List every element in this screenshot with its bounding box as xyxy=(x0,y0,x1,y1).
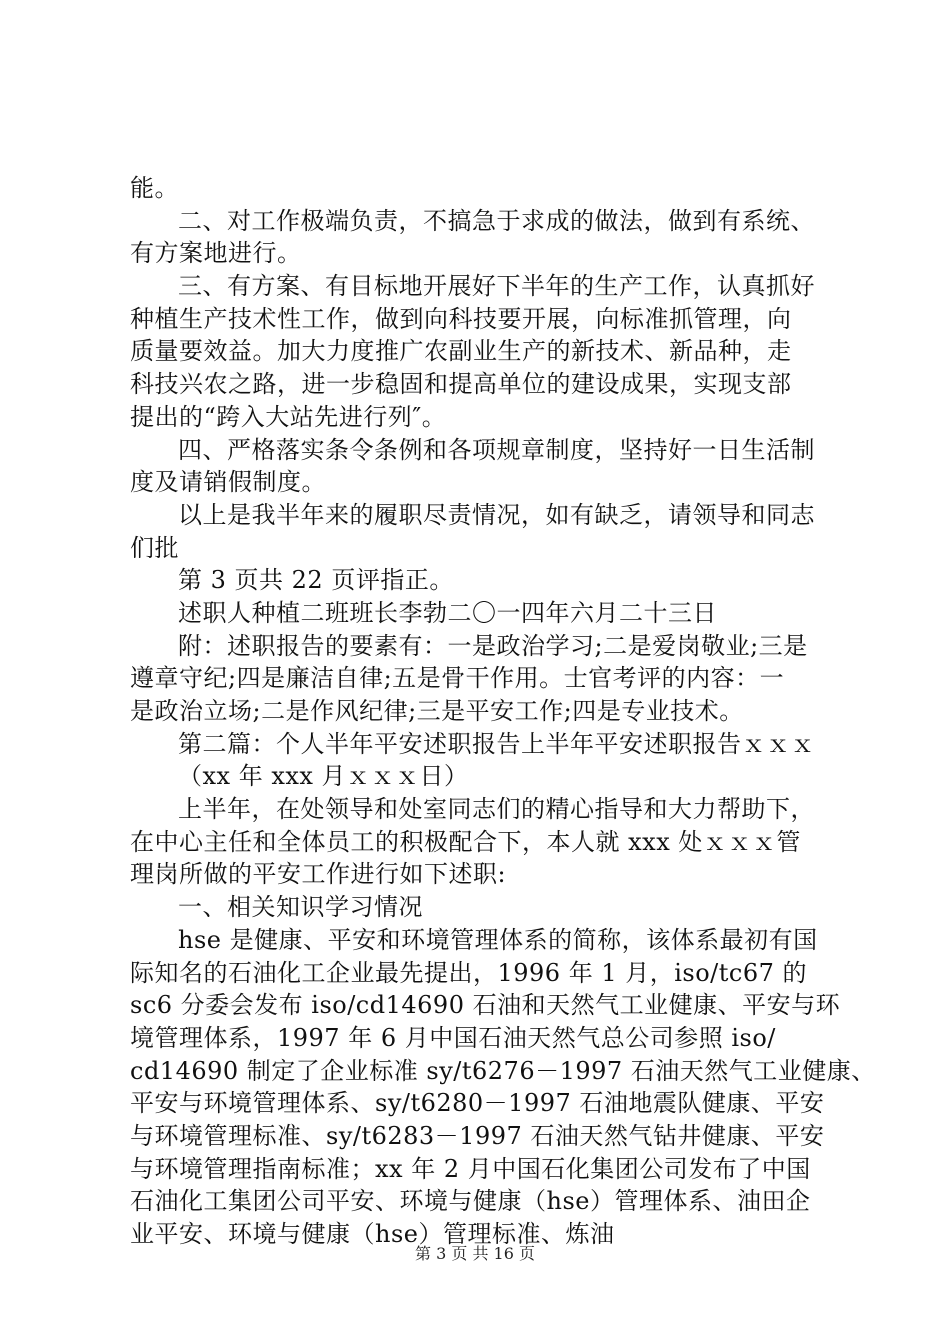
text-line: 一、相关知识学习情况 xyxy=(178,893,423,922)
text-line: hse 是健康、平安和环境管理体系的简称，该体系最初有国 xyxy=(178,925,818,954)
text-line: 能。 xyxy=(130,174,179,202)
text-line: 在中心主任和全体员工的积极配合下，本人就 xxx 处ｘｘｘ管 xyxy=(130,827,801,856)
page-footer: 第 3 页 共 16 页 xyxy=(415,1244,535,1263)
text-line: 们批 xyxy=(130,533,179,562)
text-line: 有方案地进行。 xyxy=(130,239,302,268)
text-line: 与环境管理标准、sy/t6283－1997 石油天然气钻井健康、平安 xyxy=(130,1121,825,1150)
text-line: 境管理体系，1997 年 6 月中国石油天然气总公司参照 iso/ xyxy=(130,1023,776,1052)
text-line: cd14690 制定了企业标准 sy/t6276－1997 石油天然气工业健康、 xyxy=(130,1056,876,1085)
text-line: 提出的“跨入大站先进行列″。 xyxy=(130,402,447,431)
text-line: 是政治立场;二是作风纪律;三是平安工作;四是专业技术。 xyxy=(130,697,744,725)
document-body xyxy=(130,172,876,1251)
text-line: 遵章守纪;四是廉洁自律;五是骨干作用。士官考评的内容：一 xyxy=(130,664,785,693)
text-line: 理岗所做的平安工作进行如下述职: xyxy=(130,860,507,889)
text-line: 第二篇：个人半年平安述职报告上半年平安述职报告ｘｘｘ xyxy=(178,729,815,758)
text-line: 四、严格落实条令条例和各项规章制度，坚持好一日生活制 xyxy=(178,435,815,464)
text-line: 质量要效益。加大力度推广农副业生产的新技术、新品种，走 xyxy=(130,337,792,366)
text-line: 附：述职报告的要素有：一是政治学习;二是爱岗敬业;三是 xyxy=(178,631,808,660)
text-line: （xx 年 xxx 月ｘｘｘ日） xyxy=(178,762,469,791)
text-line: 上半年，在处领导和处室同志们的精心指导和大力帮助下， xyxy=(178,795,815,824)
text-line: 述职人种植二班班长李勃二〇一四年六月二十三日 xyxy=(178,598,717,627)
text-line: 业平安、环境与健康（hse）管理标准、炼油 xyxy=(130,1220,615,1248)
text-line: 三、有方案、有目标地开展好下半年的生产工作，认真抓好 xyxy=(178,272,815,301)
text-line: 第 3 页共 22 页评指正。 xyxy=(178,566,454,595)
text-line: sc6 分委会发布 iso/cd14690 石油和天然气工业健康、平安与环 xyxy=(130,991,841,1020)
text-line: 科技兴农之路，进一步稳固和提高单位的建设成果，实现支部 xyxy=(130,370,792,399)
text-line: 际知名的石油化工企业最先提出，1996 年 1 月，iso/tc67 的 xyxy=(130,958,808,987)
text-line: 与环境管理指南标准；xx 年 2 月中国石化集团公司发布了中国 xyxy=(130,1154,811,1183)
text-line: 度及请销假制度。 xyxy=(130,468,326,497)
text-line: 平安与环境管理体系、sy/t6280－1997 石油地震队健康、平安 xyxy=(130,1089,825,1118)
text-line: 石油化工集团公司平安、环境与健康（hse）管理体系、油田企 xyxy=(130,1187,811,1216)
text-line: 以上是我半年来的履职尽责情况，如有缺乏，请领导和同志 xyxy=(178,500,815,529)
text-line: 种植生产技术性工作，做到向科技要开展，向标准抓管理，向 xyxy=(130,304,792,333)
text-line: 二、对工作极端负责，不搞急于求成的做法，做到有系统、 xyxy=(178,206,815,235)
